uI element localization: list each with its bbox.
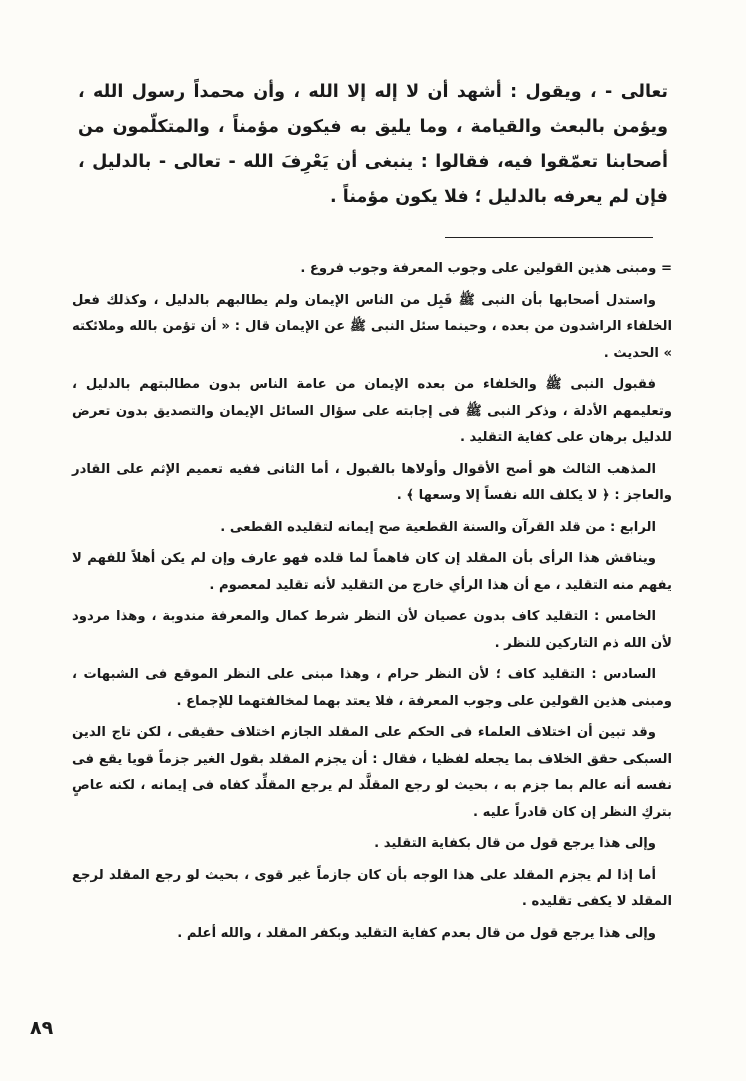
footnote-paragraph: أما إذا لم يجزم المقلد على هذا الوجه بأن كان جازماً غير قوى ، بحيث لو رجع المقلد لرجع المقلد لا يكفى تقليده . — [72, 867, 672, 909]
page-number: ٨٩ — [30, 1017, 54, 1039]
footnote-paragraph: وإلى هذا يرجع قول من قال بعدم كفاية التقليد وبكفر المقلد ، والله أعلم . — [177, 925, 656, 941]
footnote-paragraph: ويناقش هذا الرأى بأن المقلد إن كان فاهماً لما قلده فهو عارف وإن لم يكن أهلاً للفهم لا يفهم منه التقليد ، مع أن هذا الرأي خارج من التقليد لأنه تقليد لمعصوم . — [72, 551, 672, 593]
footnote-paragraph: وإلى هذا يرجع قول من قال بكفاية التقليد . — [374, 836, 656, 851]
footnote-paragraph: وقد تبين أن اختلاف العلماء فى الحكم على المقلد الجازم اختلاف حقيقى ، لكن تاج الدين السبكى حقق الخلاف بما يجعله لفظيا ، فقال : أن يجزم المقلد بقول الغير جزماً قويا يقع فى نفسه أنه عالم بما جزم به ، بحيث لو رجع المقلَّد لم يرجع المقلِّد كفاه فى إيمانه ، لكنه عاصٍ بتركِ النظر إن كان قادراً عليه . — [72, 725, 672, 820]
footnote-paragraph: فقبول النبى ﷺ والخلفاء من بعده الإيمان من عامة الناس بدون مطالبتهم بالدليل ، وتعليمهم الأدلة ، وذكر النبى ﷺ فى إجابته على سؤال السائل الإيمان والتصديق بدون تعرض للدليل برهان على كفاية التقليد . — [72, 377, 672, 445]
main-paragraph: تعالى - ، ويقول : أشهد أن لا إله إلا الله ، وأن محمداً رسول الله ، ويؤمن بالبعث والقيامة ، وما يليق به فيكون مؤمناً ، والمتكلّمون من أصحابنا تعمّقوا فيه، فقالوا : ينبغى أن يَعْرِفَ الله - تعالى - بالدليل ، فإن لم يعرفه بالدليل ؛ فلا يكون مؤمناً . — [78, 82, 668, 207]
footnotes — [72, 256, 672, 952]
footnote-paragraph: الرابع : من قلد القرآن والسنة القطعية صح إيمانه لتقليده القطعى . — [220, 519, 656, 535]
footnote-paragraph: المذهب الثالث هو أصح الأقوال وأولاها بالقبول ، أما الثانى ففيه تعميم الإثم على القادر والعاجز : ﴿ لا يكلف الله نفساً إلا وسعها ﴾ . — [72, 461, 672, 503]
footnote-paragraph: = ومبنى هذين القولين على وجوب المعرفة وجوب فروع . — [300, 261, 672, 276]
footnote-paragraph: السادس : التقليد كاف ؛ لأن النظر حرام ، وهذا مبنى على النظر الموقع فى الشبهات ، ومبنى هذين القولين على وجوب المعرفة ، فلا يعتد بهما لمخالفتهما للإجماع . — [72, 667, 672, 709]
footnote-paragraph: الخامس : التقليد كاف بدون عصيان لأن النظر شرط كمال والمعرفة مندوبة ، وهذا مردود لأن الله ذم التاركين للنظر . — [72, 609, 672, 651]
footnote-separator — [445, 237, 653, 238]
footnote-paragraph: واستدل أصحابها بأن النبى ﷺ قَبِل من الناس الإيمان ولم يطالبهم بالدليل ، وكذلك فعل الخلفاء الراشدون من بعده ، وحينما سئل النبى ﷺ عن الإيمان قال : « أن تؤمن بالله وملائكته » الحديث . — [72, 292, 672, 361]
